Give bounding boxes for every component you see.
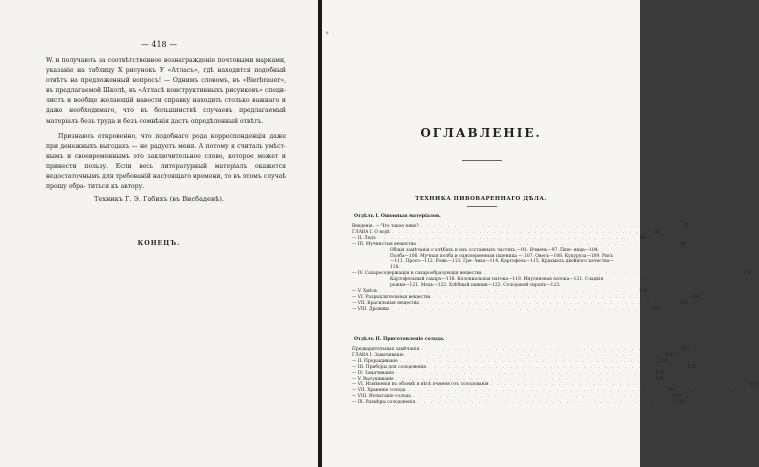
toc-section-2 xyxy=(352,347,759,406)
toc-entry-label: — V. Высушиваніе xyxy=(352,376,394,382)
toc-entry-label: — IX. Размѣры солодовенія xyxy=(352,400,416,406)
toc-entry-page: 118 xyxy=(743,271,752,277)
toc-leader-dots: . . . . . . . . . . . . . . . . . . . . . . . . . . . . . . . . . . . . . xyxy=(420,300,669,306)
toc-entry-page: 180 xyxy=(655,376,664,382)
toc-entry-page: 172 xyxy=(687,364,696,370)
toc-entry xyxy=(352,241,686,248)
margin-mark: 8 xyxy=(326,30,329,35)
toc-entry-page: 178 xyxy=(655,370,664,376)
toc-entry-label: — IV. Замачиваніе xyxy=(352,370,394,376)
toc-leader-dots: . . . . . . . . . . . . . . . . . . . . . . . . . . . . . . . . . . . . . xyxy=(395,370,644,376)
toc-entry-page: 90 xyxy=(680,241,686,247)
toc-entry-label: Введеніе. — Что такое пиво? xyxy=(352,224,419,229)
toc-entry-label: — II. Проращиваніе xyxy=(352,358,398,364)
toc-leader-dots: . . . . . . . . . . . . . . . . . . . . . . . . . . . . . . . . . . . . . xyxy=(377,235,626,241)
toc-leader-dots: . . . . . . . . . . . . . . . . . . . . . . . . . . . . . . . . . . . . . xyxy=(420,224,669,229)
toc-entry-page: 140 xyxy=(691,294,701,300)
toc-leader-dots: . . . . . . . . . . . . . . . . . . . . . . . . . . . . . . . . . . . . . xyxy=(417,241,666,247)
toc-leader-dots: . . . . . . . . . . . . . . . . . . . . . . . . . . . . . . . . . . . . . xyxy=(421,347,670,352)
toc-entry xyxy=(352,400,686,406)
left-page xyxy=(0,0,318,467)
toc-entry-page: 88 xyxy=(640,235,646,241)
toc-entry xyxy=(352,306,659,313)
toc-entry-page: 191 xyxy=(750,382,759,388)
toc-entry-page: 198 xyxy=(672,394,681,400)
toc-entry-page: 146 xyxy=(665,352,674,358)
end-mark: КОНЕЦЪ. xyxy=(137,240,181,247)
title-rule xyxy=(462,160,502,161)
toc-section-1 xyxy=(352,224,752,313)
toc-entry-label: Предварительныя замѣчанія xyxy=(352,347,420,352)
toc-leader-dots: . . . . . . . . . . . . . . . . . . . . . . . . . . . . . . . . . . . . . xyxy=(391,229,640,235)
toc-entry-label: ГЛАВА I. Замачиваніе xyxy=(352,352,404,358)
toc-entry-page: 155 xyxy=(659,358,668,364)
toc-entry-page: 145 xyxy=(680,347,690,352)
section-2-heading: Отдѣлъ II. Приготовленіе солода. xyxy=(354,337,445,342)
toc-entry-label: — VIII. Дрожжи xyxy=(352,306,389,312)
toc-leader-dots: . . . . . . . . . . . . . . . . . . . . . . . . . . . . . . . . . . . . . xyxy=(428,364,676,370)
toc-entry-page: 124 xyxy=(638,288,648,294)
toc-entry-page: 82 xyxy=(654,229,660,235)
toc-entry-page: 199 xyxy=(676,400,686,406)
toc-leader-dots: . . . . . . . . . . . . . . . . . . . . . . . . . . . . . . . . . . . . . xyxy=(405,352,654,358)
toc-subtitle: ТЕХНИКА ПИВОВАРЕННАГО ДѢЛА. xyxy=(415,196,547,202)
page-number: — 418 — xyxy=(140,40,178,49)
toc-leader-dots: . . . . . . . . . . . . . . . . . . . . . . . . . . . . . . . . . . . . . xyxy=(407,388,656,394)
toc-leader-dots: . . . . . . . . . . . . . . . . . . . . . . . . . . . . . . . . . . . . . xyxy=(395,376,644,382)
toc-leader-dots: . . . . . . . . . . . . . . . . . . . . . . . . . . . . . . . . . . . . . xyxy=(379,288,628,294)
right-page xyxy=(322,0,759,467)
toc-leader-dots: . . . . . . . . . . . . . . . . . . . . . . . . . . . . . . . . . . . . . xyxy=(412,394,661,400)
toc-entry-label: — VI. Измѣненія въ объемѣ и вѣсѣ ячменя отъ солодованія xyxy=(352,382,489,388)
toc-entry-label: — II. Ледъ xyxy=(352,235,376,241)
toc-entry-page: 143 xyxy=(650,306,659,312)
toc-entry: Общія замѣчанія о хлѣбахъ и ихъ составныхъ частяхъ.—91. Ячмень—97. Пше- ница—104. Полба—106. Мучная полба и однозерненная пшеница — 107. Овесъ—108. Кукуруза—109. Рисъ—111. Просо—112. Рожь—113. Гре- чиха—114. Картофель—115. Крахмалъ двойного качества—118. xyxy=(390,247,614,271)
author-signature: Техникъ Г. Э. Габихъ (въ Висбаденѣ). xyxy=(93,195,225,203)
toc-entry-label: — III. Мучнистыя вещества xyxy=(352,241,416,247)
toc-entry-label: — III. Приборы для солодовенія xyxy=(352,364,427,370)
toc-title: ОГЛАВЛЕНІЕ. xyxy=(420,126,542,140)
toc-entry-label: — VIII. Испытаніе солода xyxy=(352,394,411,400)
toc-leader-dots: . . . . . . . . . . . . . . . . . . . . . . . . . . . . . . . . . . . . . xyxy=(483,271,732,277)
paragraph-2: Признаюсь откровенно, что подобнаго рода корреспонденція даже при денежныхъ выгодахъ — не радуетъ меня. А потому я считаль умѣст- нымъ и своевременнымъ это заключительное слово, которое может и принести пользу. Если весь литературный матеріалъ окажется недостаточнымъ для требованій настоящаго времени, то въ этомъ случаѣ прошу обра- титься къ автору. xyxy=(46,133,286,191)
toc-entry-label: ГЛАВА I. О водѣ xyxy=(352,229,390,235)
toc-leader-dots: . . . . . . . . . . . . . . . . . . . . . . . . . . . . . . . . . . . . . xyxy=(399,358,648,364)
toc-entry-label: — VII. Храненіе солода xyxy=(352,388,406,394)
paragraph-1: W. и получають за соотвѣтственное вознагражденіе почтовыми марками, указаніе на таблицу X рисунокъ У «Атласъ», гдѣ находится подобный отвѣтъ на предложенный вопросъ! — Однимъ словомъ, въ «Bierbrauer», въ предлагаемой Школѣ, въ «Атласѣ конструктивныхъ рисунковъ» специ- листъ и вообще желающій навести справку находить столько важнаго и даже необходимаго, что въ большинствѣ случаевъ предлагаемый матеріалъ безъ труда и безъ сомнѣнія дастъ опредѣленный отвѣтъ. xyxy=(46,57,286,125)
toc-leader-dots: . . . . . . . . . . . . . . . . . . . . . . . . . . . . . . . . . . . . . xyxy=(432,294,681,300)
section-1-heading: Отдѣлъ I. Ошовныя матеріалов. xyxy=(354,214,441,219)
toc-entry-page: 75 xyxy=(683,224,689,229)
toc-leader-dots: . . . . . . . . . . . . . . . . . . . . . . . . . . . . . . . . . . . . . xyxy=(417,400,666,406)
toc-entry-label: — IV. Сахаросодержащія и сахарообразующія вещества xyxy=(352,271,482,277)
toc-entry-label: — VI. Разрыхлительныя вещества xyxy=(352,294,431,300)
toc-leader-dots: . . . . . . . . . . . . . . . . . . . . . . . . . . . . . . . . . . . . . xyxy=(490,382,739,388)
subtitle-rule xyxy=(467,206,497,207)
toc-entry: Картофельный сахаръ—118. Колониальная патока—119. Инуляновая патока—121. Сладкія рожки—121. Медъ—122. Хлѣбный пивник—122. Солодовой сиропъ—123. xyxy=(390,277,604,289)
toc-entry-label: — V. Хмѣль xyxy=(352,288,378,294)
toc-entry-page: 194 xyxy=(666,388,676,394)
toc-entry-label: — VII. Красильныя вещества xyxy=(352,300,419,306)
toc-entry-page: 141 xyxy=(680,300,689,306)
toc-leader-dots: . . . . . . . . . . . . . . . . . . . . . . . . . . . . . . . . . . . . . xyxy=(390,306,639,312)
